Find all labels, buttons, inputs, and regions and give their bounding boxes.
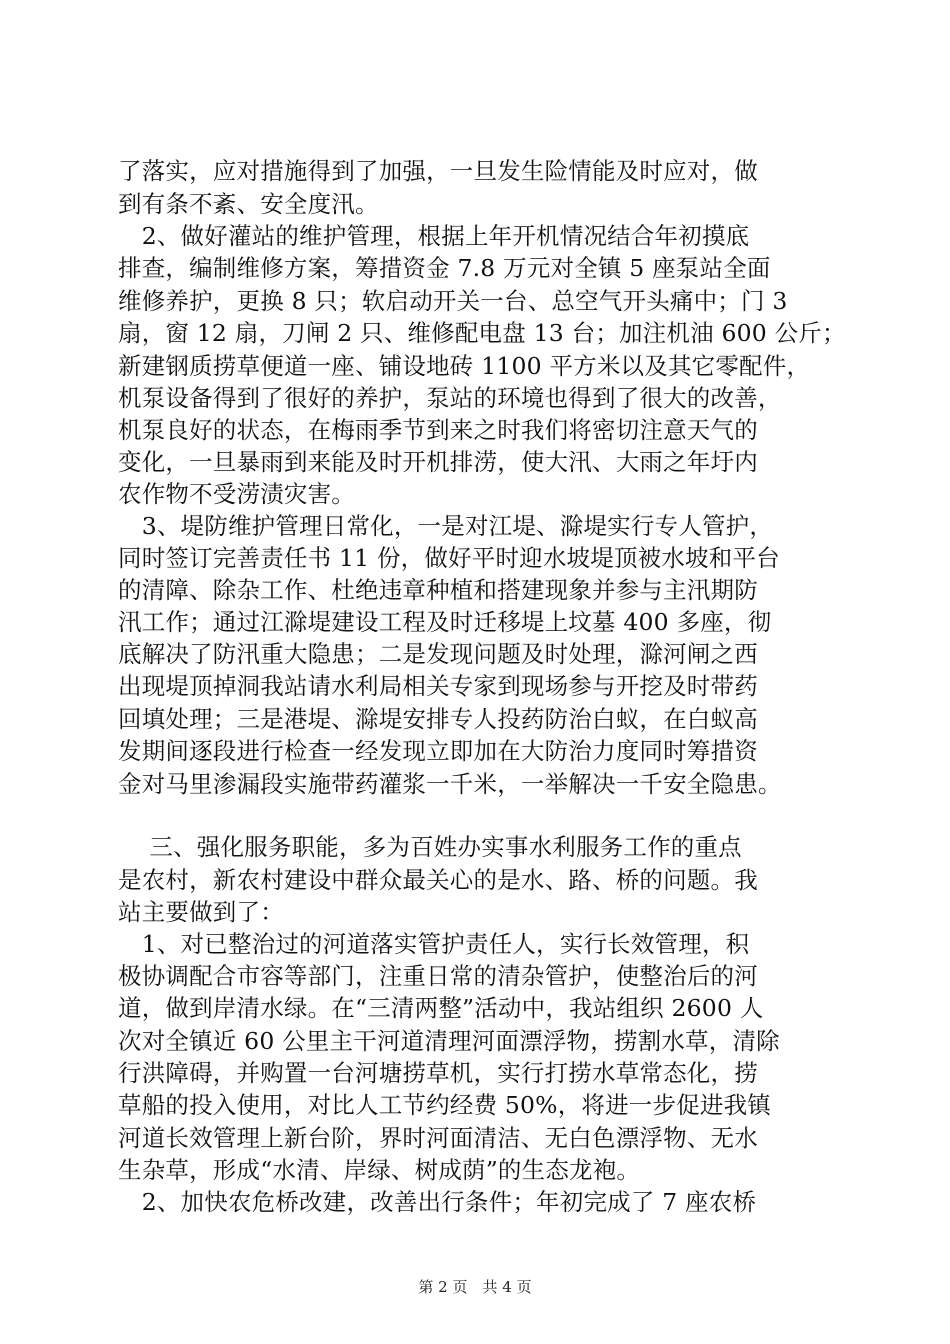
text-line: 维修养护，更换 8 只；软启动开关一台、总空气开头痛中；门 3 [118,287,788,315]
text-line: 机泵设备得到了很好的养护，泵站的环境也得到了很大的改善， [118,384,782,412]
text-line: 的清障、除杂工作、杜绝违章种植和搭建现象并参与主汛期防 [118,576,758,604]
text-line: 次对全镇近 60 公里主干河道清理河面漂浮物，捞割水草，清除 [118,1027,780,1055]
text-line: 排查，编制维修方案，筹措资金 7.8 万元对全镇 5 座泵站全面 [118,254,771,282]
text-line: 行洪障碍，并购置一台河塘捞草机，实行打捞水草常态化，捞 [118,1059,758,1087]
text-line: 到有条不紊、安全度汛。 [118,190,379,218]
text-line: 2、加快农危桥改建，改善出行条件；年初完成了 7 座农桥 [118,1188,757,1216]
text-line: 金对马里渗漏段实施带药灌浆一千米，一举解决一千安全隐患。 [118,770,782,798]
text-line: 同时签订完善责任书 11 份，做好平时迎水坡堤顶被水坡和平台 [118,544,780,572]
text-line: 扇，窗 12 扇，刀闸 2 只、维修配电盘 13 台；加注机油 600 公斤； [118,319,846,347]
text-line: 站主要做到了： [118,898,284,926]
text-line: 3、堤防维护管理日常化，一是对江堤、滁堤实行专人管护， [118,512,774,540]
text-line: 了落实，应对措施得到了加强，一旦发生险情能及时应对，做 [118,157,758,185]
text-line: 发期间逐段进行检查一经发现立即加在大防治力度同时筹措资 [118,737,758,765]
text-line: 汛工作；通过江滁堤建设工程及时迁移堤上坟墓 400 多座，彻 [118,608,772,636]
text-line: 极协调配合市容等部门，注重日常的清杂管护，使整治后的河 [118,962,758,990]
page-footer: 第 2 页 共 4 页 [418,1278,532,1296]
text-line: 2、做好灌站的维护管理，根据上年开机情况结合年初摸底 [118,222,750,250]
text-line: 草船的投入使用，对比人工节约经费 50%，将进一步促进我镇 [118,1091,772,1119]
text-line: 机泵良好的状态，在梅雨季节到来之时我们将密切注意天气的 [118,416,758,444]
text-line: 是农村，新农村建设中群众最关心的是水、路、桥的问题。我 [118,866,758,894]
text-line: 三、强化服务职能，多为百姓办实事水利服务工作的重点 [118,833,742,861]
text-line: 农作物不受涝渍灾害。 [118,480,355,508]
text-line: 河道长效管理上新台阶，界时河面清洁、无白色漂浮物、无水 [118,1124,758,1152]
text-line: 1、对已整治过的河道落实管护责任人，实行长效管理，积 [118,930,750,958]
text-line: 底解决了防汛重大隐患；二是发现问题及时处理，滁河闸之西 [118,640,758,668]
text-line: 道，做到岸清水绿。在“三清两整”活动中，我站组织 2600 人 [118,994,764,1022]
text-line: 变化，一旦暴雨到来能及时开机排涝，使大汛、大雨之年圩内 [118,448,758,476]
text-line: 出现堤顶掉洞我站请水利局相关专家到现场参与开挖及时带药 [118,672,758,700]
text-line: 新建钢质捞草便道一座、铺设地砖 1100 平方米以及其它零配件， [118,352,811,380]
text-line: 生杂草，形成“水清、岸绿、树成荫”的生态龙袍。 [118,1156,641,1184]
text-line: 回填处理；三是港堤、滁堤安排专人投药防治白蚁，在白蚁高 [118,705,758,733]
